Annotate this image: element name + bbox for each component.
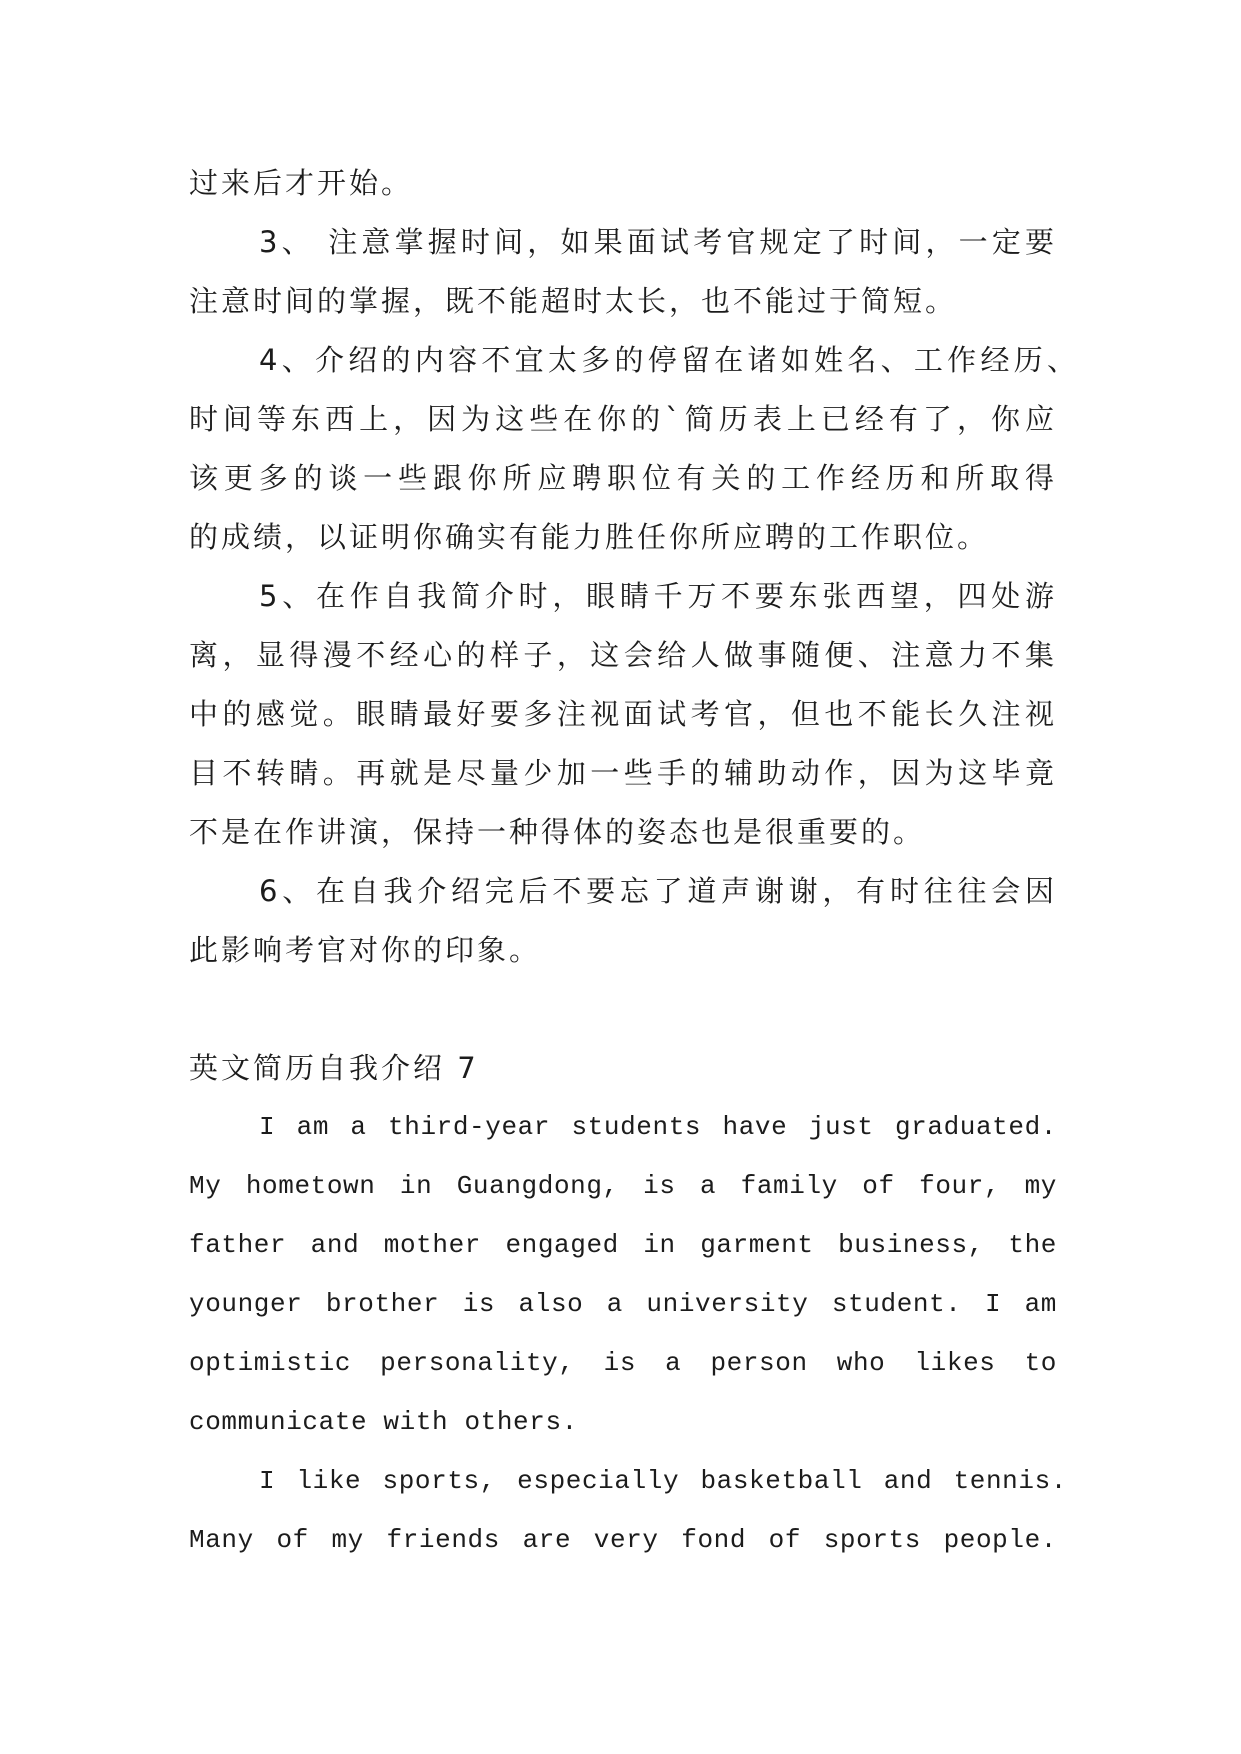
blank-line [189,980,1057,1039]
text-line: 目不转睛。再就是尽量少加一些手的辅助动作，因为这毕竟 [189,756,1057,790]
text-line: younger brother is also a university student. I am [189,1289,1057,1319]
document-body [189,154,1079,1570]
text-line: 6、在自我介绍完后不要忘了道声谢谢，有时往往会因 [259,874,1057,908]
text-line: 5、在作自我简介时，眼睛千万不要东张西望，四处游 [259,579,1057,613]
text-line: communicate with others. [189,1407,578,1437]
paragraph-english-1 [189,1098,1057,1452]
text-line: 注意时间的掌握，既不能超时太长，也不能过于简短。 [189,284,958,318]
paragraph-tip-4 [189,331,1079,567]
paragraph-tip-5 [189,567,1057,862]
text-line: 离，显得漫不经心的样子，这会给人做事随便、注意力不集 [189,638,1057,672]
text-line: 3、 注意掌握时间，如果面试考官规定了时间，一定要 [259,225,1057,259]
paragraph-tip-2-tail [189,154,1057,213]
text-line: 4、介绍的内容不宜太多的停留在诸如姓名、工作经历、 [259,343,1079,377]
text-line: father and mother engaged in garment business, the [189,1230,1057,1260]
paragraph-tip-6 [189,862,1057,980]
text-line: 此影响考官对你的印象。 [189,933,542,967]
text-line: Many of my friends are very fond of sports people. [189,1525,1057,1555]
text-line: 的成绩，以证明你确实有能力胜任你所应聘的工作职位。 [189,520,990,554]
text-line: 中的感觉。眼睛最好要多注视面试考官，但也不能长久注视 [189,697,1057,731]
text-line: 时间等东西上，因为这些在你的`简历表上已经有了，你应 [189,402,1057,436]
text-line: optimistic personality, is a person who likes to [189,1348,1057,1378]
text-line: 不是在作讲演，保持一种得体的姿态也是很重要的。 [189,815,926,849]
text-line: I like sports, especially basketball and tennis. [259,1466,1067,1496]
section-heading: 英文简历自我介绍 7 [189,1051,479,1085]
text-line: My hometown in Guangdong, is a family of four, my [189,1171,1057,1201]
text-line: 该更多的谈一些跟你所应聘职位有关的工作经历和所取得 [189,461,1057,495]
paragraph-english-2 [189,1452,1067,1570]
text-line: 过来后才开始。 [189,166,414,200]
text-line: I am a third-year students have just graduated. [259,1112,1057,1142]
paragraph-tip-3 [189,213,1057,331]
